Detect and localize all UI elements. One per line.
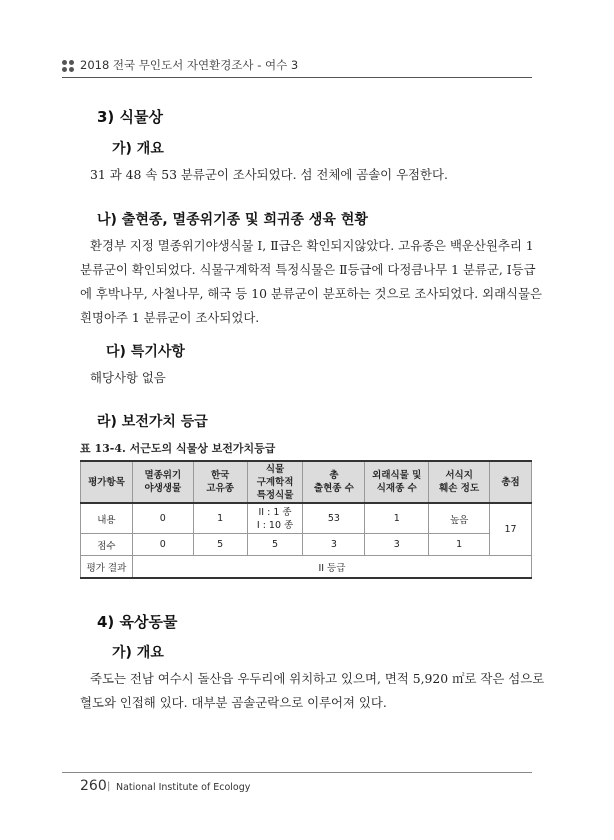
flora-status-line: 분류군이 확인되었다. 식물구계학적 특정식물은 Ⅱ등급에 다정큼나무 1 분류군, Ⅰ등급	[80, 262, 536, 277]
subheading-fauna-overview: 가) 개요	[112, 645, 164, 661]
subheading-flora-status: 나) 출현종, 멸종위기종 및 희귀종 생육 현황	[97, 212, 368, 228]
cell-total-species: 3	[303, 534, 365, 556]
table-caption: 표 13-4. 서근도의 식물상 보전가치등급	[80, 442, 276, 455]
cell-endangered: 0	[132, 503, 193, 534]
cell-result: II 등급	[132, 556, 531, 579]
cell-total-score: 17	[490, 503, 532, 556]
paragraph-fauna-overview	[80, 667, 545, 715]
flora-status-line: 흰명아주 1 분류군이 조사되었다.	[80, 310, 260, 325]
paragraph-flora-overview: 31 과 48 속 53 분류군이 조사되었다. 섬 전체에 곰솔이 우점한다.	[90, 167, 448, 182]
subheading-conservation: 라) 보전가치 등급	[97, 414, 208, 430]
row-label: 내용	[81, 503, 133, 534]
table-row-content	[81, 503, 532, 534]
cell-floristic: II : 1 종 I : 10 종	[247, 503, 303, 534]
table-row-result	[81, 556, 532, 579]
running-header	[62, 57, 532, 75]
section-heading-fauna: 4) 육상동물	[97, 613, 178, 631]
column-header-endangered: 멸종위기 야생생물	[132, 461, 193, 503]
table-row-score	[81, 534, 532, 556]
flora-status-line: 에 후박나무, 사철나무, 해국 등 10 분류군이 분포하는 것으로 조사되었다. 외래식물은	[80, 286, 542, 301]
cell-alien: 1	[365, 503, 429, 534]
cell-habitat: 1	[429, 534, 490, 556]
footer-divider	[62, 772, 532, 773]
column-header-total-species: 총 출현종 수	[303, 461, 365, 503]
column-header-alien: 외래식물 및 식재종 수	[365, 461, 429, 503]
cell-habitat: 높음	[429, 503, 490, 534]
footer-publisher: National Institute of Ecology	[116, 782, 251, 793]
running-header-title: 2018 전국 무인도서 자연환경조사 - 여수 3	[80, 58, 299, 72]
cell-floristic: 5	[247, 534, 303, 556]
row-label: 평가 결과	[81, 556, 133, 579]
conservation-table	[80, 460, 532, 579]
column-header-total-score: 총점	[490, 461, 532, 503]
column-header-habitat: 서식지 훼손 정도	[429, 461, 490, 503]
row-label: 점수	[81, 534, 133, 556]
column-header-item: 평가항목	[81, 461, 133, 503]
cell-endemic: 1	[193, 503, 247, 534]
table-header-row	[81, 461, 532, 503]
fauna-overview-line: 혈도와 인접해 있다. 대부분 곰솔군락으로 이루어져 있다.	[80, 695, 387, 710]
cell-endemic: 5	[193, 534, 247, 556]
header-dots-icon	[62, 60, 74, 72]
cell-endangered: 0	[132, 534, 193, 556]
section-heading-flora: 3) 식물상	[97, 108, 163, 126]
column-header-floristic: 식물 구계학적 특정식물	[247, 461, 303, 503]
flora-status-line: 환경부 지정 멸종위기야생식물 Ⅰ, Ⅱ급은 확인되지않았다. 고유종은 백운산원추리 1	[90, 238, 534, 253]
subheading-flora-notes: 다) 특기사항	[106, 344, 185, 360]
cell-total-species: 53	[303, 503, 365, 534]
footer-separator: |	[107, 781, 111, 792]
paragraph-flora-notes: 해당사항 없음	[90, 370, 166, 385]
fauna-overview-line: 죽도는 전남 여수시 돌산읍 우두리에 위치하고 있으며, 면적 5,920 ㎡로 작은 섬으로	[90, 671, 545, 686]
column-header-endemic: 한국 고유종	[193, 461, 247, 503]
header-divider	[62, 77, 532, 78]
page-number: 260	[80, 778, 107, 794]
cell-alien: 3	[365, 534, 429, 556]
paragraph-flora-status	[80, 234, 542, 330]
subheading-flora-overview: 가) 개요	[112, 141, 164, 157]
